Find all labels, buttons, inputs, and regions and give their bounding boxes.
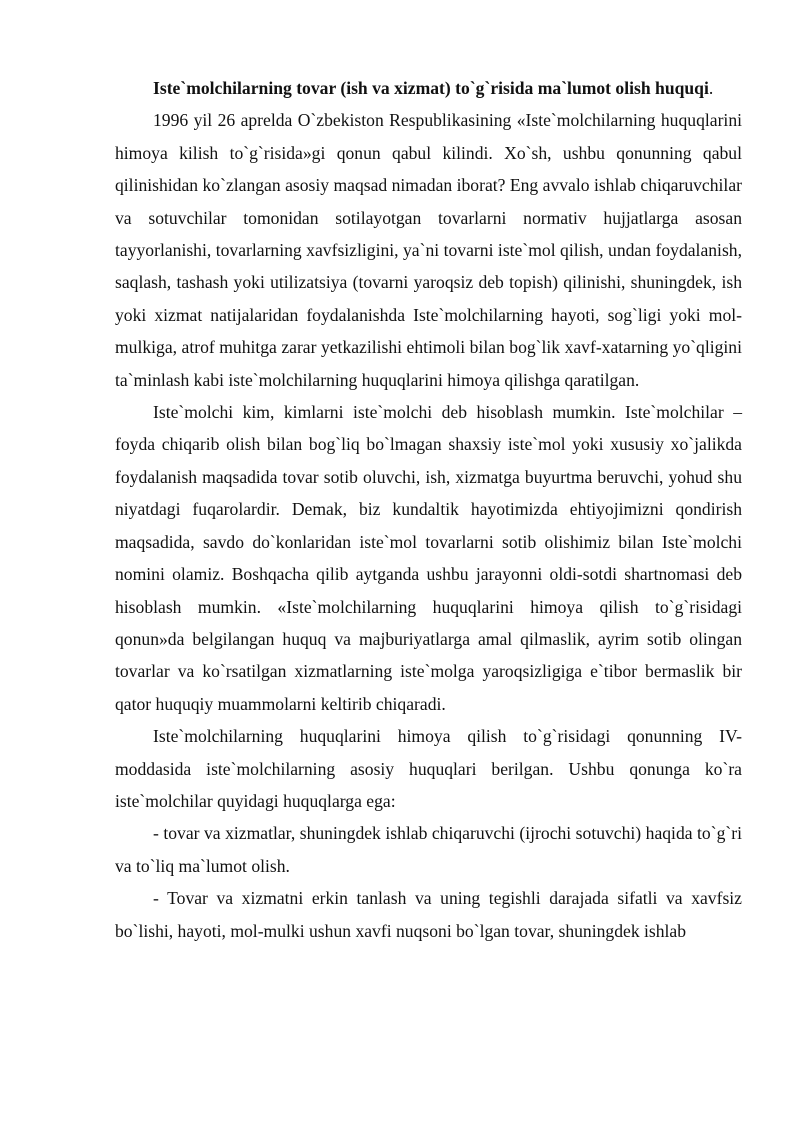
heading-punctuation: . [708,78,714,98]
paragraph-article-iv: Iste`molchilarning huquqlarini himoya qilish to`g`risidagi qonunning IV-moddasida iste`molchilarning asosiy huquqlari berilgan. Ushbu qonunga ko`ra iste`molchilar quyidagi huquqlarga ega: [115,726,742,811]
section-heading [115,72,742,104]
paragraph-law-purpose: 1996 yil 26 aprelda O`zbekiston Respublikasining «Iste`molchilarning huquqlarini himoya kilish to`g`risida»gi qonun qabul kilindi. Xo`sh, ushbu qonunning qabul qilinishidan ko`zlangan asosiy maqsad nimadan iborat? Eng avvalo ishlab chiqaruvchilar va sotuvchilar tomonidan sotilayotgan tovarlarni normativ hujjatlarga asosan tayyorlanishi, tovarlarning xavfsizligini, ya`ni tovarni iste`mol qilish, undan foydalanish, saqlash, tashash yoki utilizatsiya (tovarni yaroqsiz deb topish) qilinishi, shuningdek, ish yoki xizmat natijalaridan foydalanishda Iste`molchilarning hayoti, sog`ligi yoki mol-mulkiga, atrof muhitga zarar yetkazilishi ehtimoli bilan bog`lik xavf-xatarning yo`qligini ta`minlash kabi iste`molchilarning huquqlarini himoya qilishga qaratilgan. [115,110,742,390]
list-item-right-information: - tovar va xizmatlar, shuningdek ishlab chiqaruvchi (ijrochi sotuvchi) haqida to`g`ri va to`liq ma`lumot olish. [115,823,742,876]
document-page [115,72,742,947]
list-item-right-choice: - Tovar va xizmatni erkin tanlash va uning tegishli darajada sifatli va xavfsiz bo`lishi, hayoti, mol-mulki ushun xavfi nuqsoni bo`lgan tovar, shuningdek ishlab [115,888,742,941]
heading-text: Iste`molchilarning tovar (ish va xizmat) to`g`risida ma`lumot olish huquqi [153,78,709,98]
paragraph-consumer-definition: Iste`molchi kim, kimlarni iste`molchi deb hisoblash mumkin. Iste`molchilar – foyda chiqarib olish bilan bog`liq bo`lmagan shaxsiy iste`mol yoki xususiy xo`jalikda foydalanish maqsadida tovar sotib oluvchi, ish, xizmatga buyurtma beruvchi, yohud shu niyatdagi fuqarolardir. Demak, biz kundaltik hayotimizda ehtiyojimizni qondirish maqsadida, savdo do`konlaridan iste`mol tovarlarni sotib olishimiz bilan Iste`molchi nomini olamiz. Boshqacha qilib aytganda ushbu jarayonni oldi-sotdi shartnomasi deb hisoblash mumkin. «Iste`molchilarning huquqlarini himoya qilish to`g`risidagi qonun»da belgilangan huquq va majburiyatlarga amal qilmaslik, ayrim sotib olingan tovarlar va ko`rsatilgan xizmatlarning iste`molga yaroqsizligiga e`tibor bermaslik bir qator huquqiy muammolarni keltirib chiqaradi. [115,402,742,714]
